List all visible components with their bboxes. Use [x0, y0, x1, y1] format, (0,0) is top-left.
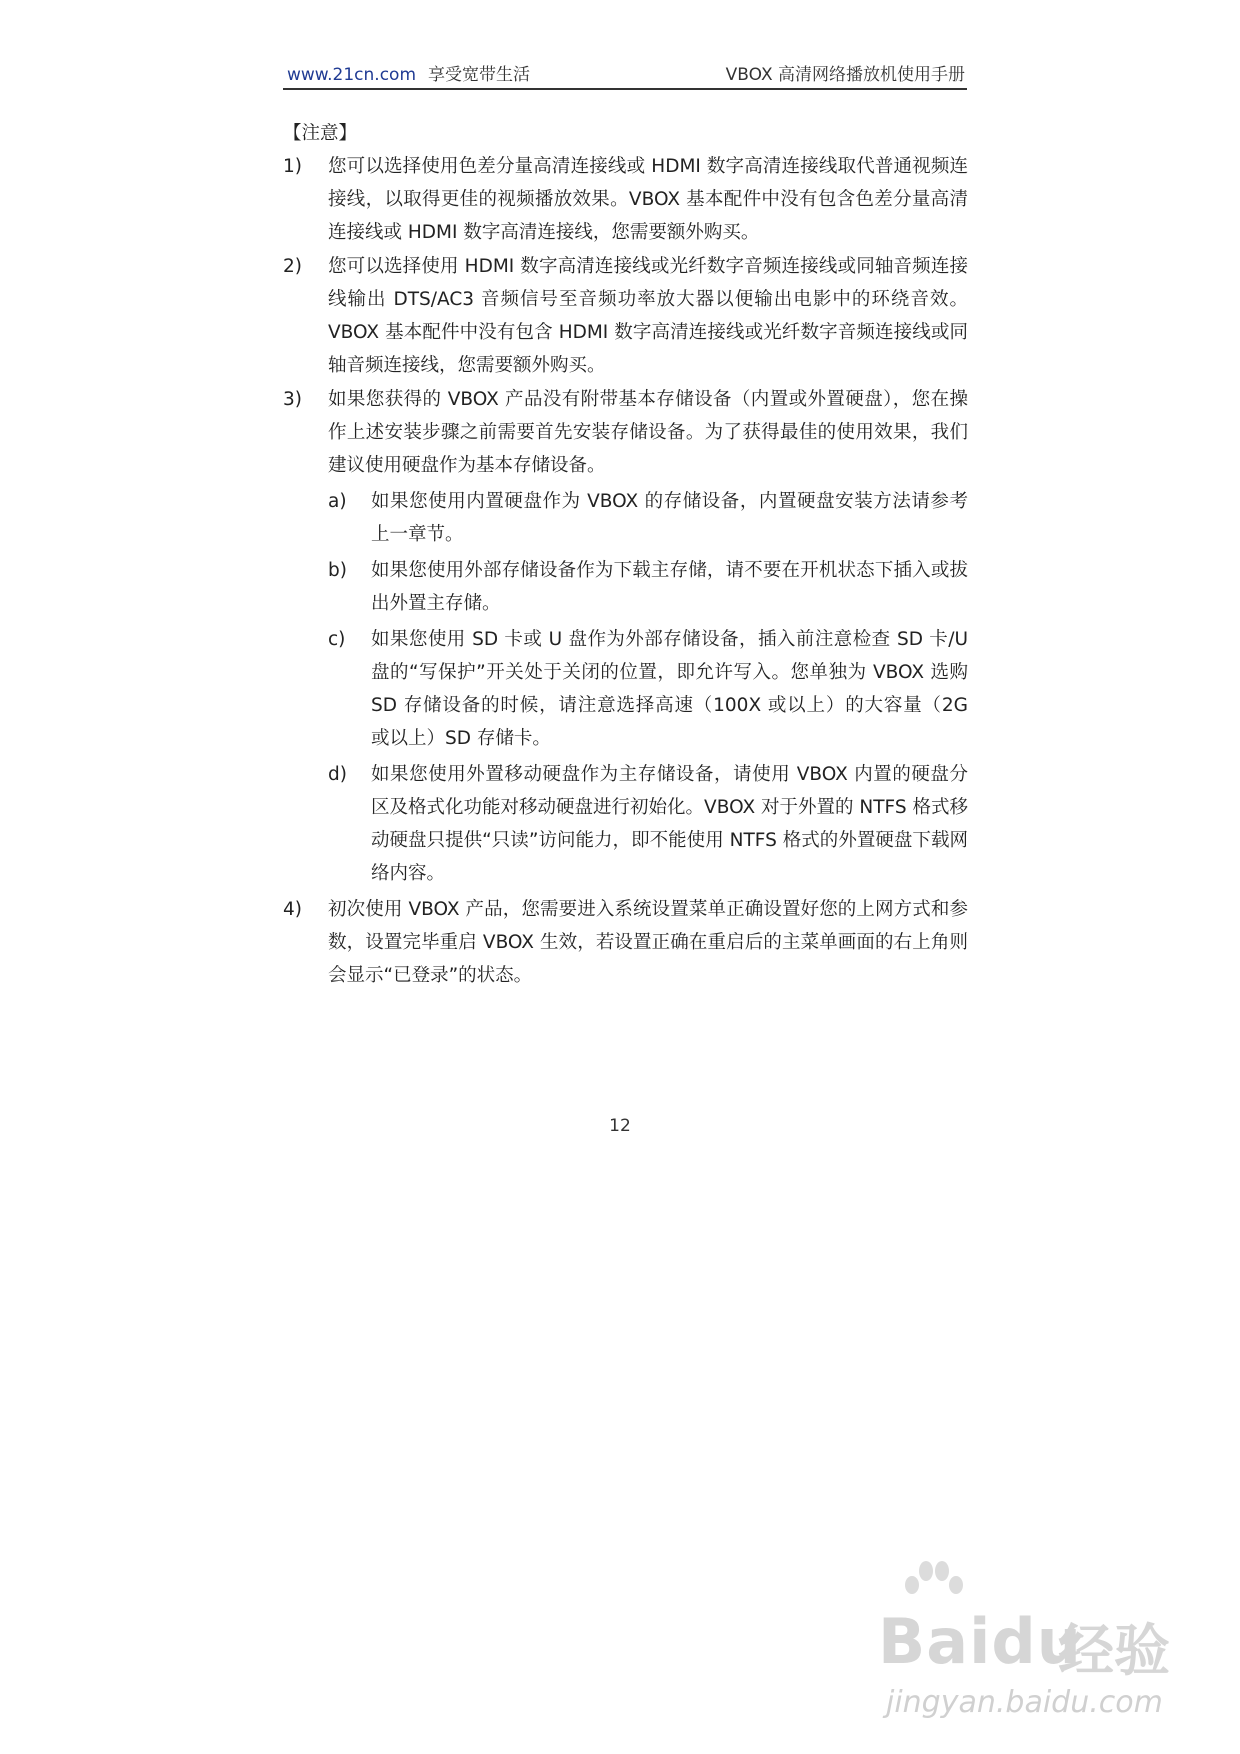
- page-header: [283, 58, 967, 90]
- subitem-letter: a): [328, 491, 347, 512]
- header-title: VBOX 高清网络播放机使用手册: [725, 65, 965, 85]
- subitem-text: 如果您使用内置硬盘作为 VBOX 的存储设备，内置硬盘安装方法请参考上一章节。: [371, 491, 968, 545]
- item-text: 初次使用 VBOX 产品，您需要进入系统设置菜单正确设置好您的上网方式和参数，设置完毕重启 VBOX 生效，若设置正确在重启后的主菜单画面的右上角则会显示“已登录”的状态。: [328, 899, 968, 986]
- subitem-text: 如果您使用 SD 卡或 U 盘作为外部存储设备，插入前注意检查 SD 卡/U 盘的“写保护”开关处于关闭的位置，即允许写入。您单独为 VBOX 选购 SD 存储设备的时候，请注意选择高速（100X 或以上）的大容量（2G 或以上）SD 存储卡。: [371, 629, 968, 749]
- note-item-3: [283, 383, 968, 482]
- watermark-brand: Baidu: [878, 1605, 1082, 1678]
- watermark-jingyan: 经验: [1058, 1619, 1170, 1684]
- watermark-domain: jingyan.baidu.com: [886, 1685, 1163, 1720]
- header-left: [287, 60, 530, 85]
- subitem-letter: c): [328, 629, 346, 650]
- item-text: 您可以选择使用 HDMI 数字高清连接线或光纤数字音频连接线或同轴音频连接线输出 DTS/AC3 音频信号至音频功率放大器以便输出电影中的环绕音效。VBOX 基本配件中没有包含 HDMI 数字高清连接线或光纤数字音频连接线或同轴音频连接线，您需要额外购买。: [328, 256, 968, 376]
- note-title: 【注意】: [283, 123, 358, 144]
- item-number: 1): [283, 156, 302, 177]
- page-content: [283, 117, 968, 993]
- note-subitem-b: [283, 554, 968, 620]
- item-number: 3): [283, 389, 302, 410]
- item-text: 您可以选择使用色差分量高清连接线或 HDMI 数字高清连接线取代普通视频连接线，以取得更佳的视频播放效果。VBOX 基本配件中没有包含色差分量高清连接线或 HDMI 数字高清连接线，您需要额外购买。: [328, 156, 968, 243]
- item-number: 2): [283, 256, 302, 277]
- note-subitem-a: [283, 485, 968, 551]
- note-subitem-c: [283, 623, 968, 755]
- note-item-2: [283, 250, 968, 382]
- item-number: 4): [283, 899, 302, 920]
- baidu-paw-icon: [898, 1555, 968, 1605]
- baidu-jingyan-watermark: [878, 1555, 1178, 1725]
- subitem-letter: b): [328, 560, 347, 581]
- header-slogan: 享受宽带生活: [428, 65, 531, 85]
- item-text: 如果您获得的 VBOX 产品没有附带基本存储设备（内置或外置硬盘），您在操作上述安装步骤之前需要首先安装存储设备。为了获得最佳的使用效果，我们建议使用硬盘作为基本存储设备。: [328, 389, 968, 476]
- subitem-letter: d): [328, 764, 347, 785]
- subitem-text: 如果您使用外置移动硬盘作为主存储设备，请使用 VBOX 内置的硬盘分区及格式化功能对移动硬盘进行初始化。VBOX 对于外置的 NTFS 格式移动硬盘只提供“只读”访问能力，即不能使用 NTFS 格式的外置硬盘下载网络内容。: [371, 764, 968, 884]
- header-url: www.21cn.com: [287, 65, 417, 85]
- subitem-text: 如果您使用外部存储设备作为下载主存储，请不要在开机状态下插入或拔出外置主存储。: [371, 560, 968, 614]
- note-item-4: [283, 893, 968, 992]
- note-item-1: [283, 150, 968, 249]
- page-number: 12: [609, 1116, 631, 1136]
- note-subitem-d: [283, 758, 968, 890]
